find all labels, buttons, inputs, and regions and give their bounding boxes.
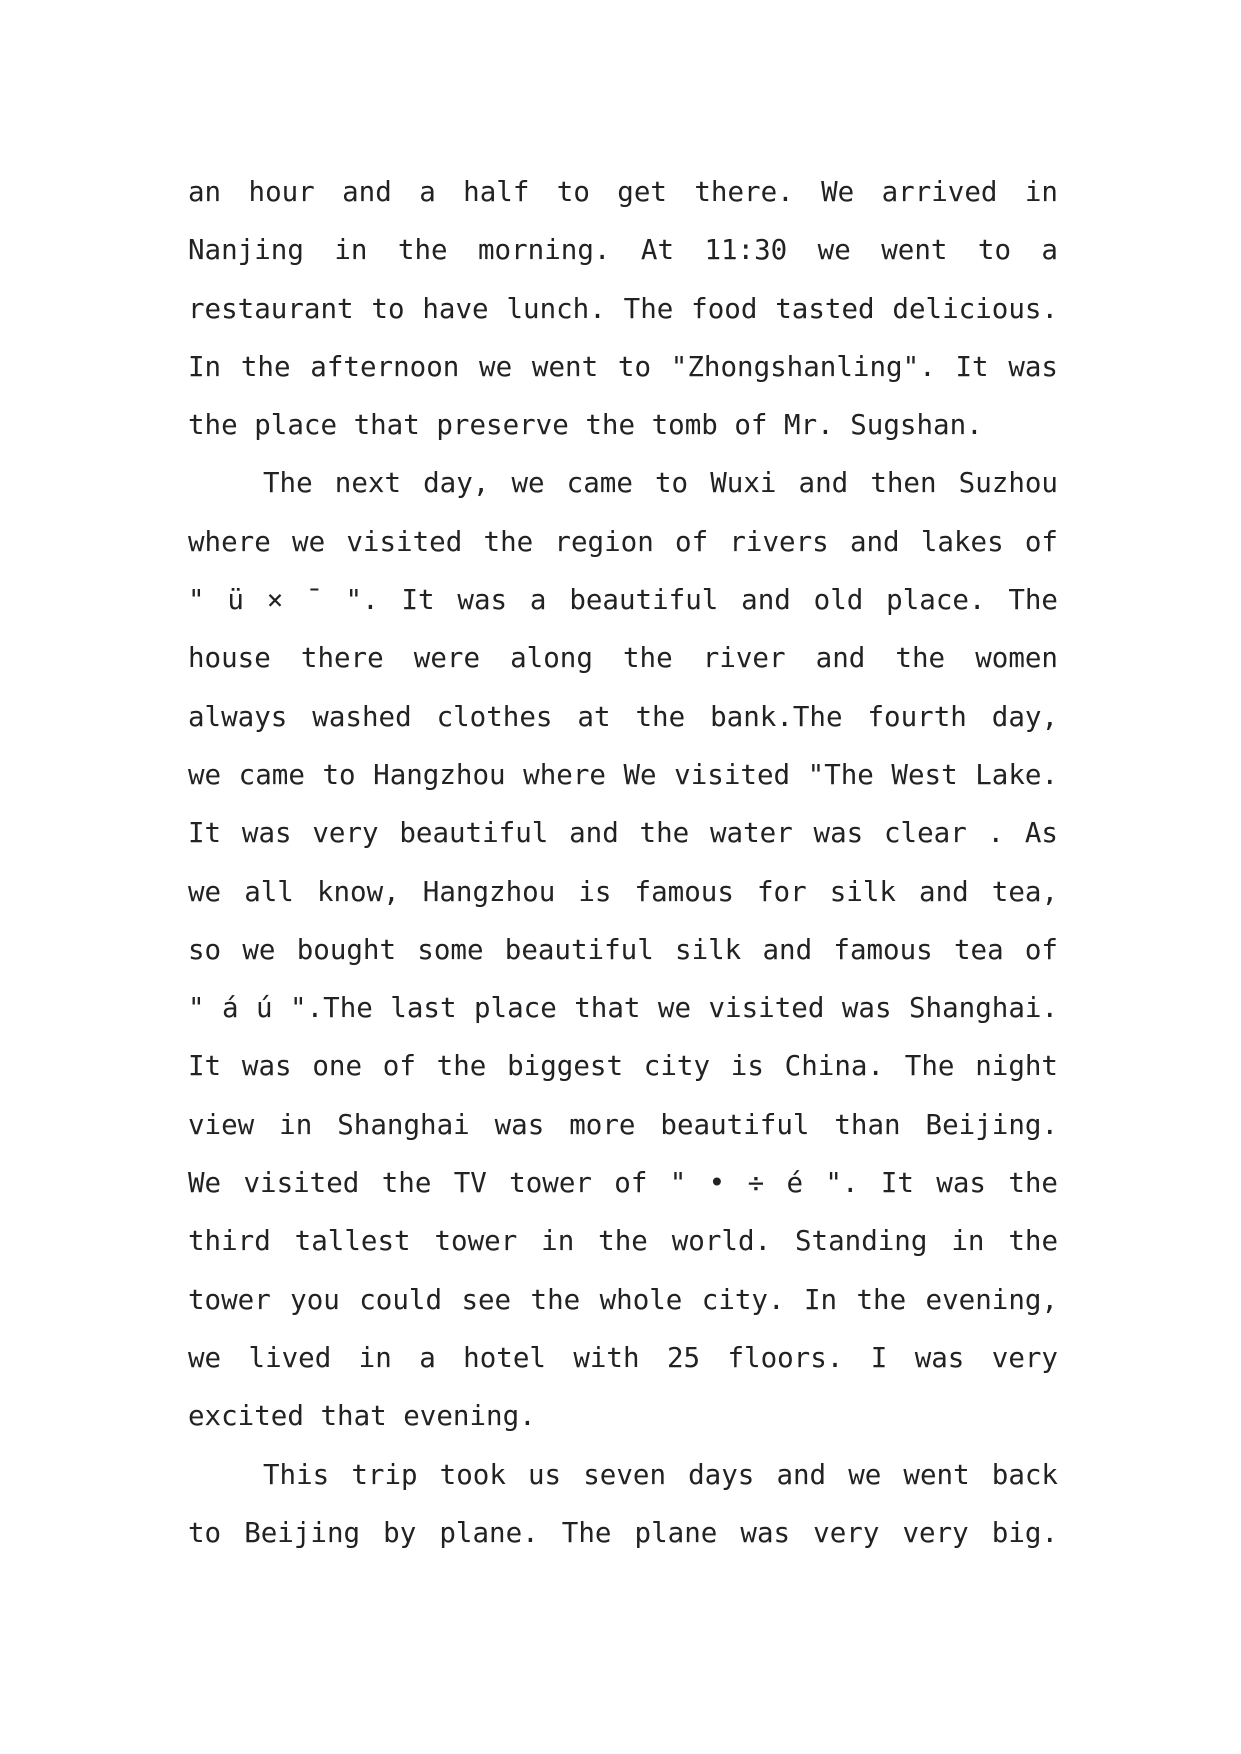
text-line: " ü × ¯ ". It was a beautiful and old place. The: [188, 584, 1058, 617]
text-line: It was one of the biggest city is China. The night: [188, 1050, 1058, 1083]
text-line: so we bought some beautiful silk and famous tea of: [188, 933, 1058, 966]
paragraph-first-line: This trip took us seven days and we went back: [263, 1458, 1058, 1491]
text-line: It was very beautiful and the water was clear . As: [188, 817, 1058, 850]
text-line: In the afternoon we went to "Zhongshanling". It was: [188, 350, 1058, 383]
text-line: tower you could see the whole city. In the evening,: [188, 1283, 1058, 1316]
body-text: [188, 163, 1058, 1562]
text-line: We visited the TV tower of " • ÷ é ". It was the: [188, 1167, 1058, 1200]
text-line: where we visited the region of rivers and lakes of: [188, 525, 1058, 558]
paragraph-first-line: The next day, we came to Wuxi and then Suzhou: [263, 467, 1058, 500]
text-line: to Beijing by plane. The plane was very very big.: [188, 1516, 1058, 1549]
text-line: we came to Hangzhou where We visited "The West Lake.: [188, 758, 1058, 791]
text-line: " á ú ".The last place that we visited was Shanghai.: [188, 992, 1058, 1025]
text-line: always washed clothes at the bank.The fourth day,: [188, 700, 1058, 733]
text-line: third tallest tower in the world. Standing in the: [188, 1225, 1058, 1258]
text-line: house there were along the river and the women: [188, 642, 1058, 675]
text-line: an hour and a half to get there. We arrived in: [188, 176, 1058, 208]
text-line: view in Shanghai was more beautiful than Beijing.: [188, 1108, 1058, 1141]
text-line: excited that evening.: [188, 1400, 536, 1433]
text-line: restaurant to have lunch. The food tasted delicious.: [188, 292, 1058, 325]
text-line: we all know, Hangzhou is famous for silk and tea,: [188, 875, 1058, 908]
text-line: the place that preserve the tomb of Mr. Sugshan.: [188, 409, 983, 442]
text-line: Nanjing in the morning. At 11:30 we went to a: [188, 234, 1058, 267]
text-line: we lived in a hotel with 25 floors. I was very: [188, 1341, 1058, 1374]
